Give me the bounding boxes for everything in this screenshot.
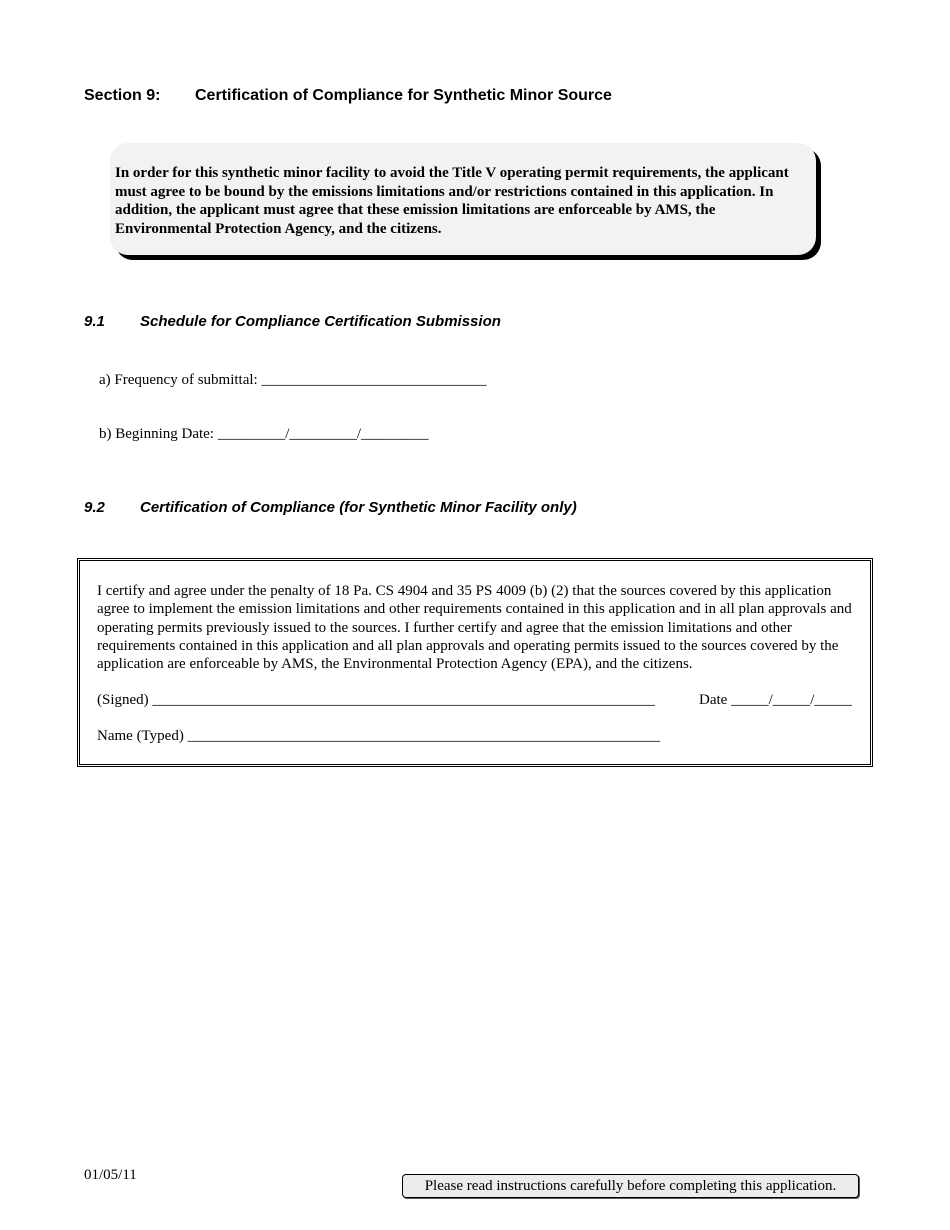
signature-field[interactable]: (Signed) ___________________________________________________________________	[97, 692, 655, 708]
subsection-number: 9.1	[84, 313, 105, 330]
footer-instructions-note: Please read instructions carefully before completing this application.	[402, 1174, 859, 1198]
beginning-date-field[interactable]: b) Beginning Date: _________/_________/_________	[99, 426, 429, 442]
footer-date: 01/05/11	[84, 1167, 137, 1183]
section-title	[84, 87, 612, 105]
section-heading: Certification of Compliance for Synthetic Minor Source	[195, 87, 612, 104]
subsection-number: 9.2	[84, 499, 105, 516]
typed-name-field[interactable]: Name (Typed) _______________________________________________________________	[97, 728, 661, 744]
subsection-heading-9-2	[84, 499, 577, 516]
section-number: Section 9:	[84, 87, 161, 104]
notice-text: In order for this synthetic minor facility to avoid the Title V operating permit requirements, the applicant must agree to be bound by the emissions limitations and/or restrictions contained in this application. In addition, the applicant must agree that these emission limitations are enforceable by AMS, the Environmental Protection Agency, and the citizens.	[115, 165, 789, 237]
frequency-field[interactable]: a) Frequency of submittal: ______________________________	[99, 372, 487, 388]
subsection-title: Certification of Compliance (for Synthetic Minor Facility only)	[140, 499, 577, 516]
notice-box	[110, 143, 816, 255]
certification-statement: I certify and agree under the penalty of 18 Pa. CS 4904 and 35 PS 4009 (b) (2) that the sources covered by this application agree to implement the emission limitations and other requirements contained in this application and in all plan approvals and operating permits previously issued to the sources. I further certify and agree that the emission limitations and other requirements contained in this application and all plan approvals and operating permits issued to the sources covered by the application are enforceable by AMS, the Environmental Protection Agency (EPA), and the citizens.	[97, 583, 852, 673]
signature-date-field[interactable]: Date _____/_____/_____	[699, 692, 852, 708]
subsection-heading-9-1	[84, 313, 501, 330]
subsection-title: Schedule for Compliance Certification Submission	[140, 313, 501, 330]
certification-box	[77, 558, 873, 767]
